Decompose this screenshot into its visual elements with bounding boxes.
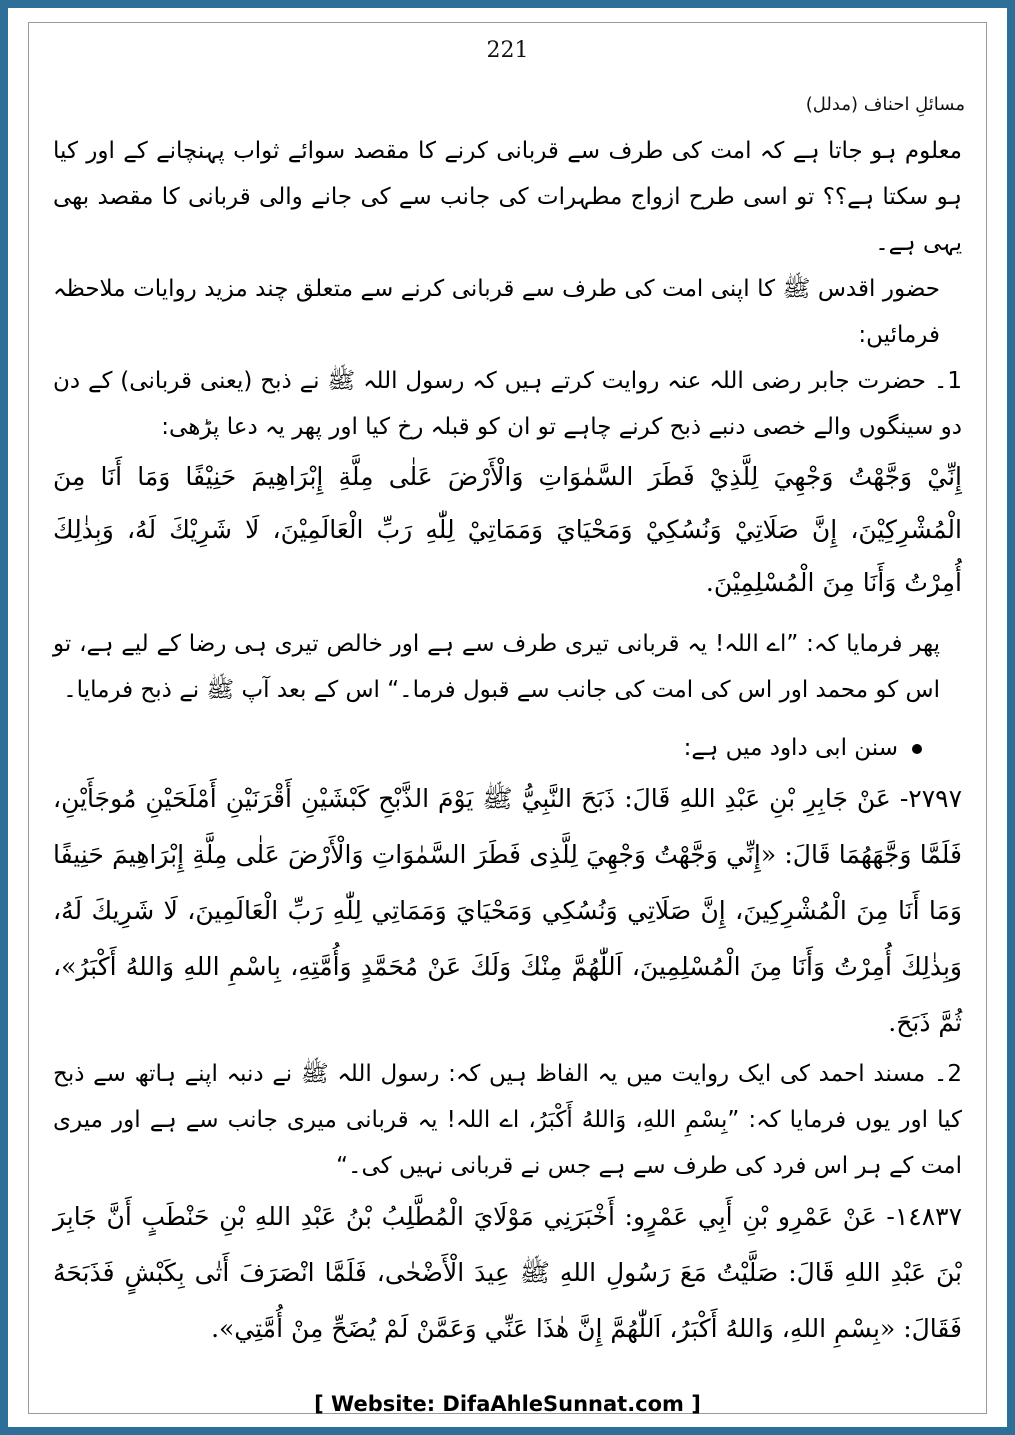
arabic-dua: إِنِّيْ وَجَّهْتُ وَجْهِيَ لِلَّذِيْ فَطَرَ السَّمٰوَاتِ وَالْأَرْضَ عَلٰى مِلَّةِ إِبْرَاهِيمَ حَنِيْفًا وَمَا أَنَا مِنَ الْمُشْرِكِيْنَ، إِنَّ صَلَاتِيْ وَنُسُكِيْ وَمَحْيَايَ وَمَمَاتِيْ لِلّٰهِ رَبِّ الْعَالَمِيْنَ، لَا شَرِيْكَ لَهُ، وَبِذٰلِكَ أُمِرْتُ وَأَنَا مِنَ الْمُسْلِمِيْنَ. [53, 462, 962, 597]
page-content [53, 128, 962, 1357]
paragraph-jabir-narration: 1۔ حضرت جابر رضی اللہ عنہ روایت کرتے ہیں کہ رسول اللہ ﷺ نے ذبح (یعنی قربانی) کے دن دو سینگوں والے خصی دنبے ذبح کرنے چاہے تو ان کو قبلہ رخ کیا اور پھر یہ دعا پڑھی: [53, 368, 962, 440]
header-title: مسائلِ احناف (مدلل) [805, 94, 965, 115]
arabic-hadith-2797: ٢٧٩٧- عَنْ جَابِرِ بْنِ عَبْدِ اللهِ قَالَ: ذَبَحَ النَّبِيُّ ﷺ يَوْمَ الذَّبْحِ كَبْشَيْنِ أَقْرَنَيْنِ أَمْلَحَيْنِ مُوجَأَيْنِ، فَلَمَّا وَجَّهَهُمَا قَالَ: «إِنِّي وَجَّهْتُ وَجْهِيَ لِلَّذِى فَطَرَ السَّمٰوَاتِ وَالْأَرْضَ عَلٰى مِلَّةِ إِبْرَاهِيمَ حَنِيفًا وَمَا أَنَا مِنَ الْمُشْرِكِينَ، إِنَّ صَلَاتِي وَنُسُكِي وَمَحْيَايَ وَمَمَاتِي لِلّٰهِ رَبِّ الْعَالَمِينَ، لَا شَرِيكَ لَهُ، وَبِذٰلِكَ أُمِرْتُ وَأَنَا مِنَ الْمُسْلِمِينَ، اَللّٰهُمَّ مِنْكَ وَلَكَ عَنْ مُحَمَّدٍ وَأُمَّتِهِ، بِاسْمِ اللهِ وَاللهُ أَكْبَرُ»، ثُمَّ ذَبَحَ. [53, 784, 962, 1037]
paragraph-acceptance: پھر فرمایا کہ: ”اے اللہ! یہ قربانی تیری طرف سے ہے اور خالص تیری ہی رضا کے لیے ہے، تو اس کو محمد اور اس کی امت کی جانب سے قبول فرما۔“ اس کے بعد آپ ﷺ نے ذبح فرمایا۔ [53, 631, 940, 703]
arabic-hadith-14837: ١٤٨٣٧- عَنْ عَمْرِو بْنِ أَبِي عَمْرٍو: أَخْبَرَنِي مَوْلَايَ الْمُطَّلِبُ بْنُ عَبْدِ اللهِ بْنِ حَنْطَبٍ أَنَّ جَابِرَ بْنَ عَبْدِ اللهِ قَالَ: صَلَّيْتُ مَعَ رَسُولِ اللهِ ﷺ عِيدَ الْأَضْحٰى، فَلَمَّا انْصَرَفَ أَتٰى بِكَبْشٍ فَذَبَحَهُ فَقَالَ: «بِسْمِ اللهِ، وَاللهُ أَكْبَرُ، اَللّٰهُمَّ إِنَّ هٰذَا عَنِّي وَعَمَّنْ لَمْ يُضَحِّ مِنْ أُمَّتِي». [53, 1202, 962, 1343]
page [8, 8, 1007, 1427]
bullet-label: سنن ابی داود میں ہے: [683, 735, 898, 761]
paragraph-musnad-ahmad: 2۔ مسند احمد کی ایک روایت میں یہ الفاظ ہیں کہ: رسول اللہ ﷺ نے دنبہ اپنے ہاتھ سے ذبح کیا اور یوں فرمایا کہ: ”بِسْمِ اللهِ، وَاللهُ أَكْبَرُ، اے اللہ! یہ قربانی میری جانب سے ہے اور میری امت کے ہر اس فرد کی طرف سے ہے جس نے قربانی نہیں کی۔“ [53, 1061, 962, 1179]
page-number: 221 [486, 38, 529, 63]
bullet-icon [912, 744, 922, 754]
bullet-sunan-abi-dawud [53, 725, 962, 771]
paragraph-intro: معلوم ہو جاتا ہے کہ امت کی طرف سے قربانی کرنے کا مقصد سوائے ثواب پہنچانے کے اور کیا ہو سکتا ہے؟؟ تو اسی طرح ازواج مطہرات کی جانب سے کی جانے والی قربانی کا مقصد بھی یہی ہے۔ [53, 138, 962, 256]
website-footer: [ Website: DifaAhleSunnat.com ] [314, 1392, 701, 1416]
paragraph-narrations-lead: حضور اقدس ﷺ کا اپنی امت کی طرف سے قربانی کرنے سے متعلق چند مزید روایات ملاحظہ فرمائیں: [53, 276, 940, 348]
